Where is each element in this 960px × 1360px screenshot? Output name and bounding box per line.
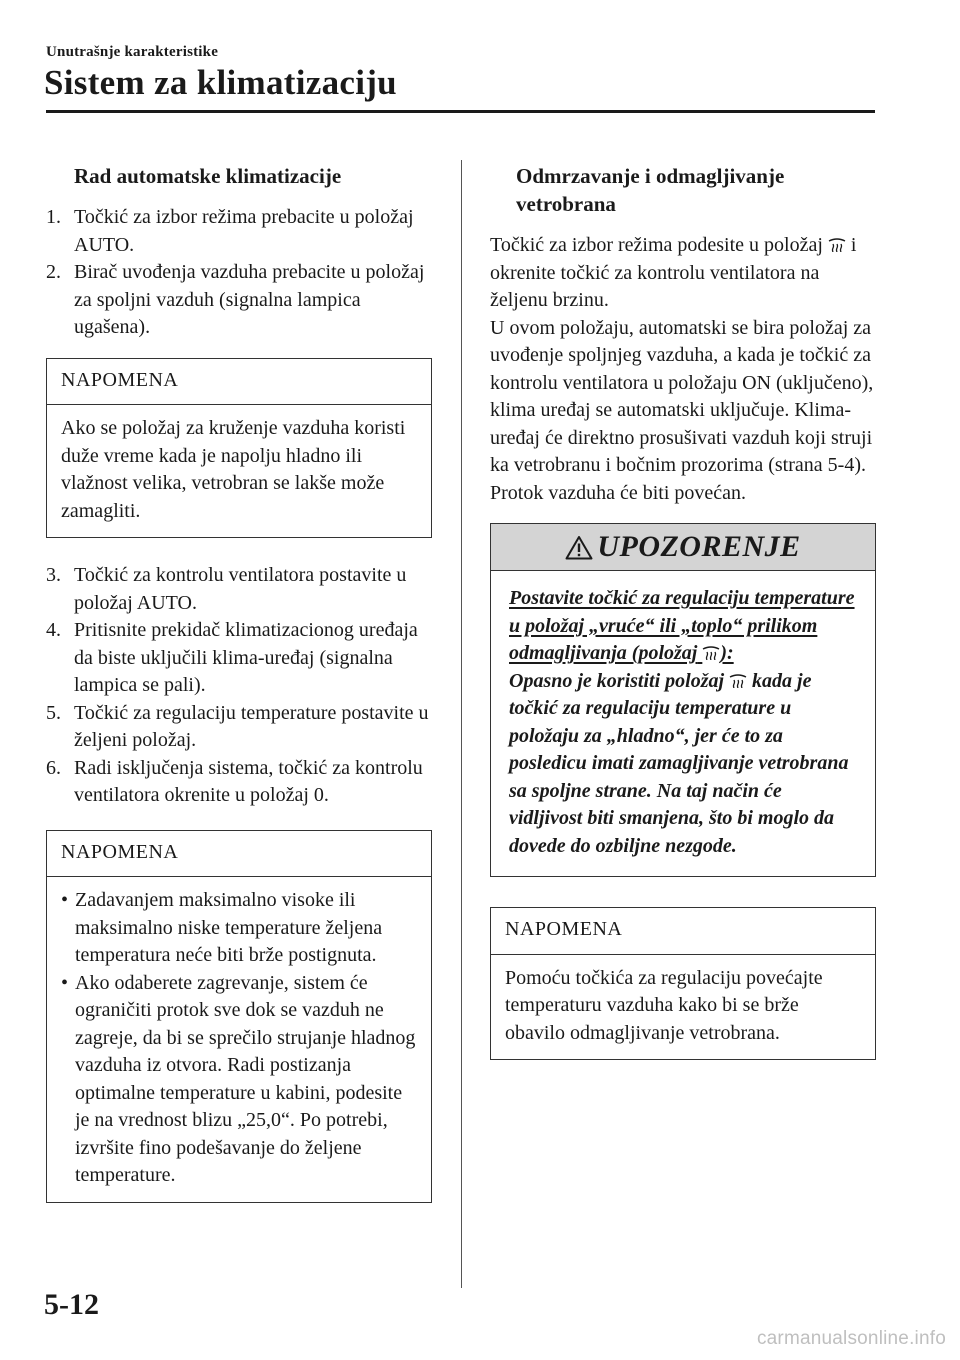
step-number: 2.	[46, 261, 61, 283]
left-column	[46, 158, 432, 1203]
bullet-text: Ako odaberete zagrevanje, sistem će ograničiti protok sve dok se vazduh ne zagreje, da bi se sprečilo strujanje hladnog vazduha iz otvora. Radi postizanja optimalne temperature u kabini, podesite je na vrednost blizu „25,0“. Po potrebi, izvršite fino podešavanje do željene temperature.	[75, 971, 416, 1186]
title-rule	[46, 110, 875, 113]
note-box-3	[490, 907, 876, 1060]
warning-text: Opasno je koristiti položaj	[509, 669, 725, 692]
windshield-defroster-icon	[729, 674, 747, 688]
column-divider	[461, 160, 462, 1288]
note-body	[491, 955, 875, 1060]
warning-lead-text: Postavite točkić za regulaciju temperature u položaj „vruće“ ili „toplo“ prilikom odmagljivanja (položaj	[509, 587, 855, 664]
right-column	[490, 158, 876, 1060]
warning-box	[490, 523, 876, 877]
warning-triangle-icon	[565, 535, 593, 560]
bullet-mark: •	[61, 889, 69, 911]
warning-lead	[509, 587, 855, 664]
heading-defrost: Odmrzavanje i odmagljivanje vetrobrana	[516, 164, 785, 216]
windshield-defroster-icon	[702, 646, 720, 660]
heading-auto-climate: Rad automatske klimatizacije	[74, 164, 342, 188]
section-label: Unutrašnje karakteristike	[46, 44, 219, 60]
step-6	[46, 755, 432, 810]
step-text: Točkić za izbor režima prebacite u položaj AUTO.	[74, 206, 414, 256]
bullet-mark: •	[61, 971, 69, 994]
note-body	[47, 877, 431, 1202]
warning-lead-text: ):	[720, 642, 734, 664]
step-2	[46, 259, 432, 342]
bullet-text: Zadavanjem maksimalno visoke ili maksimalno niske temperature željena temperatura neće biti brže postignuta.	[75, 889, 383, 966]
note-label: NAPOMENA	[491, 908, 875, 955]
note-label: NAPOMENA	[47, 359, 431, 406]
note-text: Ako se položaj za kruženje vazduha koristi duže vreme kada je napolju hladno ili vlažnost velika, vetrobran se lakše može zamagliti.	[61, 417, 406, 522]
note-bullet-2	[61, 970, 417, 1190]
step-5	[46, 700, 432, 755]
step-number: 6.	[46, 756, 61, 779]
step-text: Birač uvođenja vazduha prebacite u položaj za spoljni vazduh (signalna lampica ugašena).	[74, 261, 425, 338]
warning-text: kada je točkić za regulaciju temperature u položaju za „hladno“, jer će to za posledicu imati zamagljivanje vetrobrana sa spoljne strane. Na taj način će vidljivost biti smanjena, što bi moglo da dovede do ozbiljne nezgode.	[509, 669, 849, 857]
step-text: Točkić za kontrolu ventilatora postavite u položaj AUTO.	[74, 564, 407, 614]
para-text: i okrenite točkić za kontrolu ventilatora na željenu brzinu.	[490, 234, 857, 311]
note-box-1	[46, 358, 432, 539]
step-number: 4.	[46, 619, 61, 641]
step-1	[46, 204, 432, 259]
step-number: 3.	[46, 564, 61, 586]
note-box-2	[46, 830, 432, 1203]
para-text: Točkić za izbor režima podesite u položaj	[490, 234, 823, 256]
note-text: Pomoću točkića za regulaciju povećajte temperaturu vazduha kako bi se brže obavilo odmagljivanje vetrobrana.	[505, 966, 823, 1044]
step-number: 5.	[46, 701, 61, 724]
page-title: Sistem za klimatizaciju	[44, 63, 397, 102]
windshield-defroster-icon	[828, 238, 846, 252]
step-text: Pritisnite prekidač klimatizacionog uređaja da biste uključili klima-uređaj (signalna lampica se pali).	[74, 619, 418, 696]
page-number: 5-12	[44, 1288, 99, 1321]
watermark: carmanualsonline.info	[756, 1328, 946, 1349]
step-3	[46, 562, 432, 617]
defrost-paragraph-2: U ovom položaju, automatski se bira položaj za uvođenje spoljnjeg vazduha, a kada je točkić za kontrolu ventilatora u položaju ON (uključeno), klima uređaj se automatski uključuje. Klima-uređaj će direktno prosušivati vazduh koji struji ka vetrobranu i bočnim prozorima (strana 5-4). Protok vazduha će biti povećan.	[490, 316, 874, 504]
step-text: Točkić za regulaciju temperature postavite u željeni položaj.	[74, 701, 429, 751]
note-bullet-1	[61, 887, 417, 970]
step-number: 1.	[46, 206, 61, 228]
defrost-paragraph-1	[490, 232, 876, 315]
warning-header	[491, 524, 875, 571]
note-label: NAPOMENA	[47, 831, 431, 878]
step-text: Radi isključenja sistema, točkić za kontrolu ventilatora okrenite u položaj 0.	[74, 756, 423, 806]
note-body	[47, 405, 431, 537]
steps-list-b	[46, 562, 432, 810]
step-4	[46, 617, 432, 700]
warning-body	[491, 571, 875, 876]
steps-list-a	[46, 204, 432, 342]
warning-title: UPOZORENJE	[597, 530, 801, 564]
